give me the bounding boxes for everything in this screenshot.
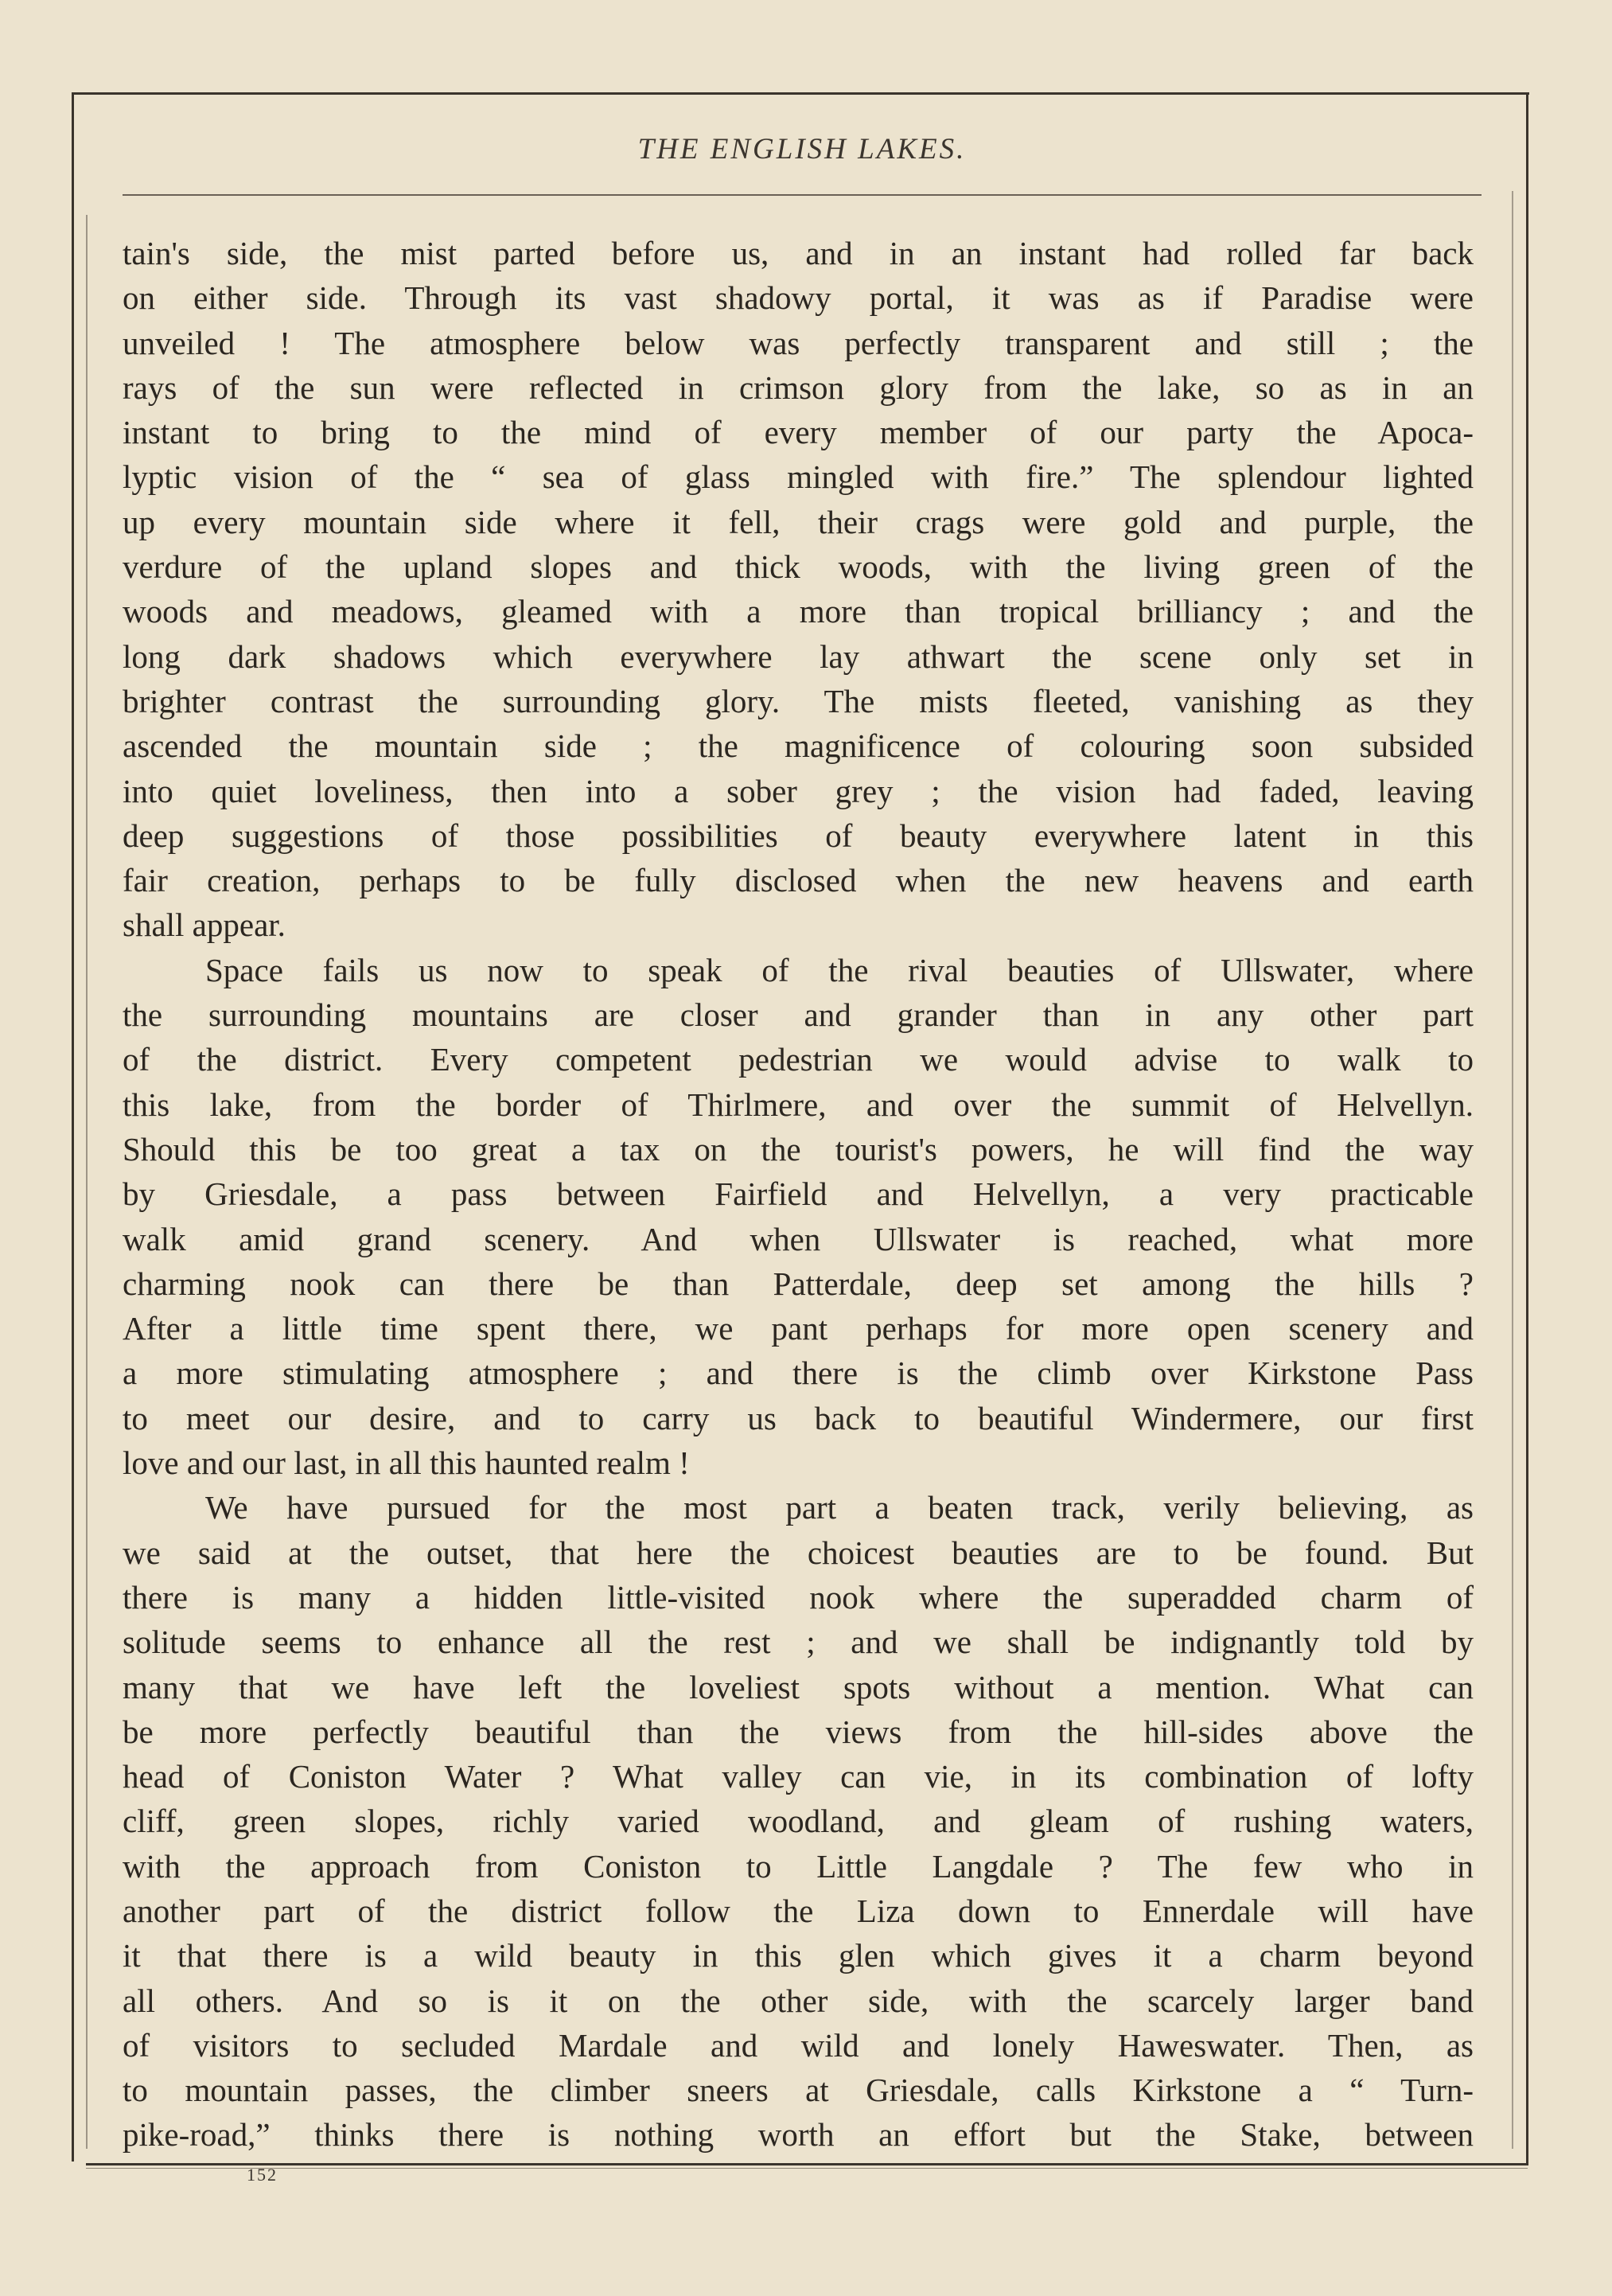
text-line: verdure of the upland slopes and thick woods, with the living green of the (123, 548, 1474, 586)
text-line: walk amid grand scenery. And when Ullswater is reached, what more (123, 1220, 1474, 1257)
text-line: woods and meadows, gleamed with a more than tropical brilliancy ; and the (123, 593, 1474, 630)
text-line: into quiet loveliness, then into a sober grey ; the vision had faded, leaving (123, 772, 1474, 809)
text-line: to mountain passes, the climber sneers at Griesdale, calls Kirkstone a “ Turn- (123, 2072, 1474, 2109)
page-border-top (72, 92, 1529, 95)
text-line: up every mountain side where it fell, their crags were gold and purple, the (123, 503, 1474, 540)
text-line: tain's side, the mist parted before us, and in an instant had rolled far back (123, 235, 1474, 271)
text-line: pike-road,” thinks there is nothing worth an effort but the Stake, between (123, 2116, 1474, 2154)
page-border-left (72, 92, 74, 2162)
page-border-right-inner (1512, 191, 1513, 2149)
text-line: another part of the district follow the Liza down to Ennerdale will have (123, 1892, 1474, 1929)
text-line: After a little time spent there, we pant perhaps for more open scenery and (123, 1310, 1474, 1347)
text-line: of visitors to secluded Mardale and wild and lonely Haweswater. Then, as (123, 2026, 1474, 2064)
text-line: a more stimulating atmosphere ; and there is the climb over Kirkstone Pass (123, 1355, 1474, 1392)
text-line: solitude seems to enhance all the rest ; and we shall be indignantly told by (123, 1624, 1474, 1661)
text-line: all others. And so is it on the other side, with the scarcely larger band (123, 1982, 1474, 2019)
page-border-bottom-inner (86, 2168, 1528, 2169)
text-line: cliff, green slopes, richly varied woodland, and gleam of rushing waters, (123, 1803, 1474, 1840)
page-border-bottom (86, 2163, 1528, 2165)
text-line: charming nook can there be than Patterdale, deep set among the hills ? (123, 1265, 1474, 1302)
text-line: by Griesdale, a pass between Fairfield and Helvellyn, a very practicable (123, 1175, 1474, 1213)
text-line: on either side. Through its vast shadowy portal, it was as if Paradise were (123, 279, 1474, 317)
text-line: lyptic vision of the “ sea of glass mingled with fire.” The splendour lighted (123, 458, 1474, 496)
text-line: instant to bring to the mind of every member of our party the Apoca- (123, 414, 1474, 451)
text-line: of the district. Every competent pedestrian we would advise to walk to (123, 1041, 1474, 1078)
text-line: love and our last, in all this haunted realm ! (123, 1444, 690, 1482)
text-line: deep suggestions of those possibilities of beauty everywhere latent in this (123, 817, 1474, 854)
text-line: fair creation, perhaps to be fully disclosed when the new heavens and earth (123, 862, 1474, 899)
paragraph (123, 1485, 1474, 2157)
text-line: We have pursued for the most part a beaten track, verily believing, as (205, 1489, 1474, 1526)
paragraph (123, 948, 1474, 1486)
text-line: Should this be too great a tax on the tourist's powers, he will find the way (123, 1130, 1474, 1167)
text-line: head of Coniston Water ? What valley can vie, in its combination of lofty (123, 1758, 1474, 1795)
text-line: rays of the sun were reflected in crimson glory from the lake, so as in an (123, 368, 1474, 406)
text-line: the surrounding mountains are closer and grander than in any other part (123, 996, 1474, 1034)
page-border-left-inner (86, 215, 88, 2149)
text-line: many that we have left the loveliest spots without a mention. What can (123, 1668, 1474, 1705)
page-number: 152 (247, 2165, 278, 2185)
text-line: be more perfectly beautiful than the views from the hill-sides above the (123, 1713, 1474, 1750)
text-line: we said at the outset, that here the choicest beauties are to be found. But (123, 1534, 1474, 1571)
text-line: to meet our desire, and to carry us back to beautiful Windermere, our first (123, 1399, 1474, 1436)
text-line: it that there is a wild beauty in this glen which gives it a charm beyond (123, 1937, 1474, 1974)
text-line: long dark shadows which everywhere lay athwart the scene only set in (123, 637, 1474, 675)
text-line: ascended the mountain side ; the magnificence of colouring soon subsided (123, 727, 1474, 765)
running-head: THE ENGLISH LAKES. (637, 133, 967, 166)
text-line: shall appear. (123, 906, 286, 944)
page-border-right (1526, 92, 1528, 2165)
body-text (123, 231, 1474, 2158)
text-line: with the approach from Coniston to Little Langdale ? The few who in (123, 1847, 1474, 1885)
text-line: this lake, from the border of Thirlmere, and over the summit of Helvellyn. (123, 1086, 1474, 1123)
paragraph (123, 231, 1474, 948)
running-head-rule (123, 194, 1482, 196)
text-line: Space fails us now to speak of the rival beauties of Ullswater, where (205, 951, 1474, 988)
text-line: there is many a hidden little-visited nook where the superadded charm of (123, 1578, 1474, 1616)
text-line: brighter contrast the surrounding glory. The mists fleeted, vanishing as they (123, 682, 1474, 719)
text-line: unveiled ! The atmosphere below was perfectly transparent and still ; the (123, 324, 1474, 361)
